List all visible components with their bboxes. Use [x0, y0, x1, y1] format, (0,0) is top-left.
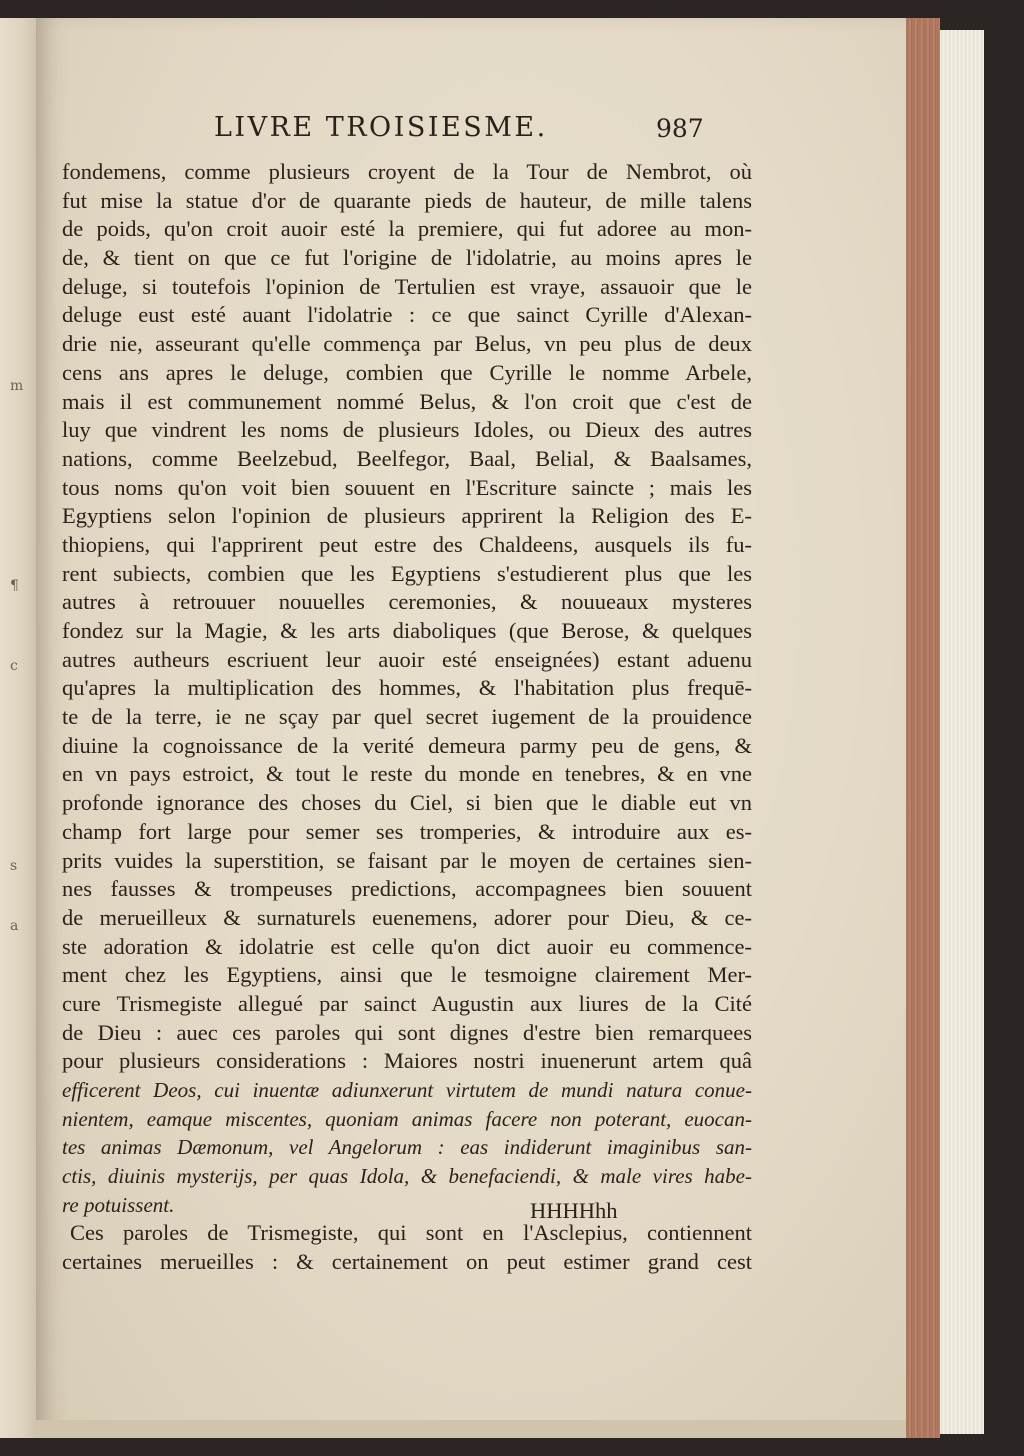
margin-mark: s [10, 858, 18, 874]
running-head: LIVRE TROISIESME. [214, 112, 548, 143]
facing-page-margin-marks [6, 18, 26, 1438]
text-line: autres à retrouuer nouuelles ceremonies, & nouueaux mysteres [62, 589, 752, 615]
text-line: te de la terre, ie ne sçay par quel secret iugement de la prouidence [62, 704, 752, 730]
text-line: de poids, qu'on croit auoir esté la premiere, qui fut adoree au mon- [62, 216, 752, 242]
text-line: autres autheurs escriuent leur auoir esté enseignées) estant aduenu [62, 646, 752, 672]
body-text [62, 158, 752, 1277]
text-line: de, & tient on que ce fut l'origine de l'idolatrie, au moins apres le [62, 245, 752, 271]
text-line: tous noms qu'on voit bien souuent en l'Escriture saincte ; mais les [62, 474, 752, 500]
text-line: nations, comme Beelzebud, Beelfegor, Baal, Belial, & Baalsames, [62, 445, 752, 471]
text-line: fut mise la statue d'or de quarante pieds de hauteur, de mille talens [62, 187, 752, 213]
text-line: fondez sur la Magie, & les arts diaboliques (que Berose, & quelques [62, 618, 752, 643]
text-line: cens ans apres le deluge, combien que Cyrille le nomme Arbele, [62, 359, 752, 385]
text-line: rent subiects, combien que les Egyptiens s'estudierent plus que les [62, 560, 752, 586]
page-number: 987 [656, 114, 704, 143]
page-header [36, 112, 906, 152]
latin-quote-line: ctis, diuinis mysterijs, per quas Idola, & benefaciendi, & male vires habe- [62, 1164, 752, 1189]
page-edges-cream [940, 30, 984, 1434]
margin-mark: c [10, 658, 18, 674]
margin-mark: ¶ [10, 578, 19, 594]
text-line: thiopiens, qui l'apprirent peut estre des Chaldeens, ausquels ils fu- [62, 531, 752, 557]
text-line: luy que vindrent les noms de plusieurs Idoles, ou Dieux des autres [62, 417, 752, 443]
facing-page-edge [0, 18, 36, 1438]
text-line: de Dieu : auec ces paroles qui sont dignes d'estre bien remarquees [62, 1019, 752, 1045]
text-line: diuine la cognoissance de la verité demeura parmy peu de gens, & [62, 732, 752, 758]
margin-mark: a [10, 918, 19, 934]
text-line: qu'apres la multiplication des hommes, & l'habitation plus frequē- [62, 675, 752, 701]
text-line: prits vuides la superstition, se faisant par le moyen de certaines sien- [62, 847, 752, 873]
latin-quote-line: re potuissent. [62, 1192, 175, 1217]
latin-quote-line: efficerent Deos, cui inuentæ adiunxerunt virtutem de mundi natura conue- [62, 1078, 752, 1102]
text-line: Egyptiens selon l'opinion de plusieurs apprirent la Religion des E- [62, 503, 752, 529]
latin-quote-line: tes animas Dæmonum, vel Angelorum : eas indiderunt imaginibus san- [62, 1135, 752, 1160]
text-line: nes fausses & trompeuses predictions, accompagnees bien souuent [62, 876, 752, 902]
text-line: cure Trismegiste allegué par sainct Augustin aux liures de la Cité [62, 990, 752, 1016]
text-line: certaines merueilles : & certainement on peut estimer grand cest [62, 1249, 752, 1275]
text-line: profonde ignorance des choses du Ciel, si bien que le diable eut vn [62, 790, 752, 816]
text-line: deluge, si toutefois l'opinion de Tertulien est vraye, assauoir que le [62, 273, 752, 299]
text-line: fondemens, comme plusieurs croyent de la Tour de Nembrot, où [62, 159, 752, 184]
catchword: HHHHhh [530, 1198, 618, 1223]
text-line: pour plusieurs considerations : Maiores nostri inuenerunt artem quâ [62, 1048, 752, 1074]
text-line: mais il est communement nommé Belus, & l'on croit que c'est de [62, 388, 752, 414]
text-line: en vn pays estroict, & tout le reste du monde en tenebres, & en vne [62, 761, 752, 787]
text-line: ste adoration & idolatrie est celle qu'on dict auoir eu commence- [62, 933, 752, 959]
text-line: ment chez les Egyptiens, ainsi que le tesmoigne clairement Mer- [62, 962, 752, 988]
page-bottom-edge [36, 1420, 906, 1438]
margin-mark: m [10, 378, 24, 394]
text-line: drie nie, asseurant qu'elle commença par Belus, vn peu plus de deux [62, 331, 752, 357]
page-edges-red [906, 18, 940, 1438]
latin-quote-line: nientem, eamque miscentes, quoniam animas facere non poterant, euocan- [62, 1106, 752, 1131]
text-line: de merueilleux & surnaturels euenemens, adorer pour Dieu, & ce- [62, 904, 752, 930]
text-line: champ fort large pour semer ses tromperies, & introduire aux es- [62, 818, 752, 844]
text-line: Ces paroles de Trismegiste, qui sont en l'Asclepius, contiennent [70, 1220, 752, 1246]
text-line: deluge eust esté auant l'idolatrie : ce que sainct Cyrille d'Alexan- [62, 302, 752, 328]
